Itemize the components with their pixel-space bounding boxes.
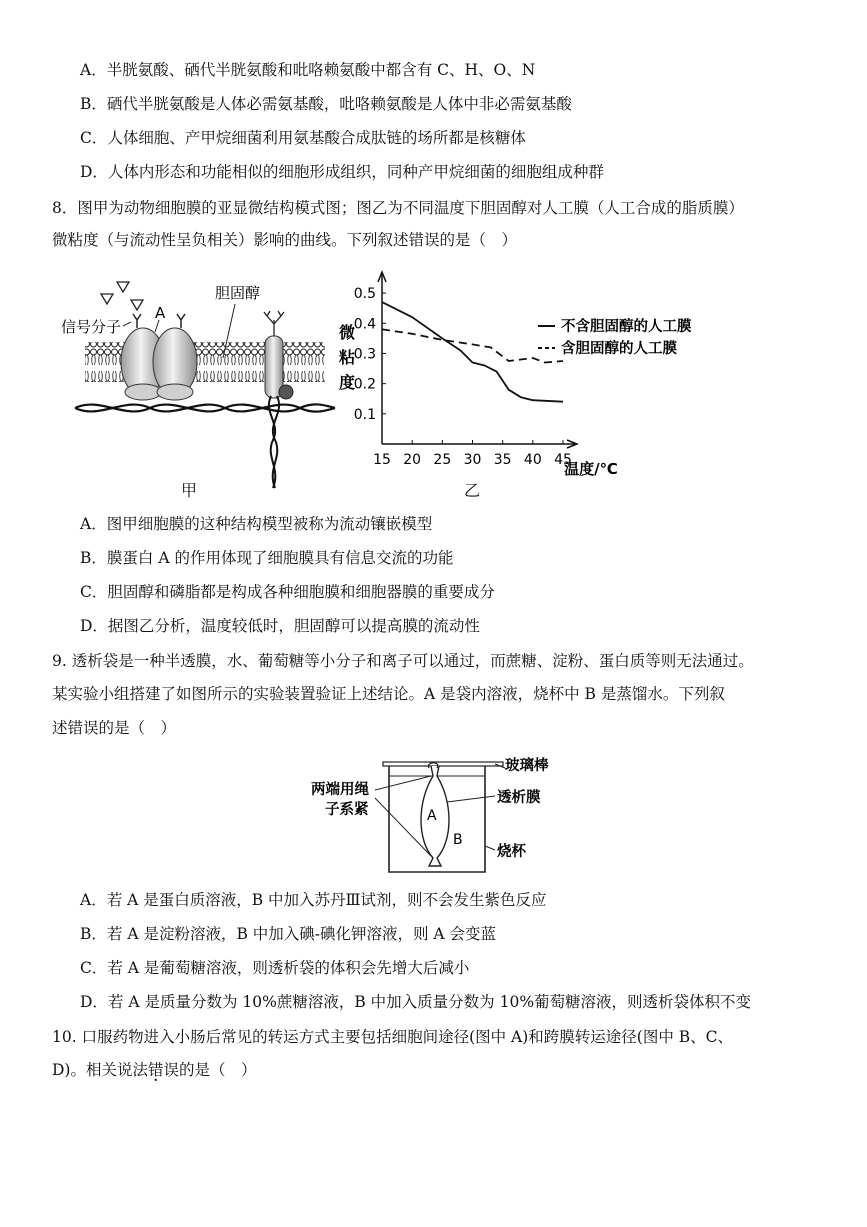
q8-stem-line2: 微粘度（与流动性呈负相关）影响的曲线。下列叙述错误的是（ ）	[52, 231, 518, 249]
viscosity-chart	[335, 266, 735, 496]
q8-option-a: A．图甲细胞膜的这种结构模型被称为流动镶嵌模型	[80, 515, 433, 533]
figure-jia-caption: 甲	[181, 481, 198, 500]
x-tick-label: 20	[403, 452, 422, 468]
q7-option-a: A．半胱氨酸、硒代半胱氨酸和吡咯赖氨酸中都含有 C、H、O、N	[80, 61, 536, 79]
signal-molecule-label: 信号分子	[61, 318, 122, 336]
dialysis-bag-diagram	[305, 752, 570, 877]
x-tick-label: 40	[523, 452, 542, 468]
q10-stem-pre: D)。相关说法	[52, 1061, 148, 1079]
series-line-0	[382, 302, 563, 402]
x-axis-label: 温度/℃	[564, 460, 618, 478]
q9-stem-line1: 9. 透析袋是一种半透膜，水、葡萄糖等小分子和离子可以通过，而蔗糖、淀粉、蛋白质等则无法通过。	[52, 652, 754, 670]
q9-option-c: C．若 A 是葡萄糖溶液，则透析袋的体积会先增大后减小	[80, 959, 470, 977]
x-tick-label: 45	[554, 452, 572, 468]
cell-membrane-diagram	[55, 268, 345, 498]
q8-option-c: C．胆固醇和磷脂都是构成各种细胞膜和细胞器膜的重要成分	[80, 583, 495, 601]
y-axis-label: 微粘度	[339, 323, 356, 392]
glass-rod-label: 玻璃棒	[505, 758, 549, 774]
x-tick-label: 30	[463, 452, 482, 468]
beaker-label: 烧杯	[497, 844, 526, 860]
q9-stem-line3: 述错误的是（ ）	[52, 719, 177, 737]
y-tick-label: 0.3	[353, 346, 376, 363]
x-tick-label: 35	[493, 452, 512, 468]
solution-b-label: B	[453, 832, 463, 848]
q10-emphasis-char: 错	[147, 1061, 164, 1079]
y-tick-label: 0.1	[353, 406, 376, 423]
q9-option-d: D．若 A 是质量分数为 10%蔗糖溶液，B 中加入质量分数为 10%葡萄糖溶液，则透析袋体积不变	[80, 993, 752, 1011]
q10-stem-line2	[52, 1060, 257, 1080]
legend-entry-1: 含胆固醇的人工膜	[561, 341, 677, 357]
figure-yi-caption: 乙	[464, 481, 481, 500]
q8-option-d: D．据图乙分析，温度较低时，胆固醇可以提高膜的流动性	[80, 617, 480, 635]
q9-stem-line2: 某实验小组搭建了如图所示的实验装置验证上述结论。A 是袋内溶液，烧杯中 B 是蒸馏水。下列叙	[52, 685, 725, 703]
series-line-1	[382, 329, 563, 362]
protein-a-label: A	[155, 304, 166, 322]
y-tick-label: 0.5	[353, 286, 376, 303]
x-tick-label: 25	[433, 452, 452, 468]
tie-label-line2: 子系紧	[325, 802, 369, 818]
q9-option-a: A．若 A 是蛋白质溶液，B 中加入苏丹Ⅲ试剂，则不会发生紫色反应	[80, 891, 547, 909]
q9-option-b: B．若 A 是淀粉溶液，B 中加入碘-碘化钾溶液，则 A 会变蓝	[80, 925, 497, 943]
q7-option-c: C．人体细胞、产甲烷细菌利用氨基酸合成肽链的场所都是核糖体	[80, 129, 526, 147]
x-tick-label: 15	[373, 452, 391, 468]
tie-label-line1: 两端用绳	[311, 782, 369, 798]
q7-option-d: D．人体内形态和功能相似的细胞形成组织，同种产甲烷细菌的细胞组成种群	[80, 163, 604, 181]
q8-option-b: B．膜蛋白 A 的作用体现了细胞膜具有信息交流的功能	[80, 549, 454, 567]
y-tick-label: 0.2	[353, 376, 376, 393]
q10-stem-line1: 10. 口服药物进入小肠后常见的转运方式主要包括细胞间途径(图中 A)和跨膜转运途径(图中 B、C、	[52, 1028, 734, 1046]
legend-entry-0: 不含胆固醇的人工膜	[561, 319, 692, 335]
cholesterol-label: 胆固醇	[215, 284, 261, 302]
solution-a-label: A	[427, 808, 437, 824]
q10-stem-post: 误的是（ ）	[163, 1061, 257, 1079]
membrane-label: 透析膜	[497, 790, 541, 806]
q8-stem-line1: 8．图甲为动物细胞膜的亚显微结构模式图；图乙为不同温度下胆固醇对人工膜（人工合成的脂质膜）	[52, 199, 744, 217]
y-tick-label: 0.4	[353, 316, 376, 333]
q7-option-b: B．硒代半胱氨酸是人体必需氨基酸，吡咯赖氨酸是人体中非必需氨基酸	[80, 95, 572, 113]
